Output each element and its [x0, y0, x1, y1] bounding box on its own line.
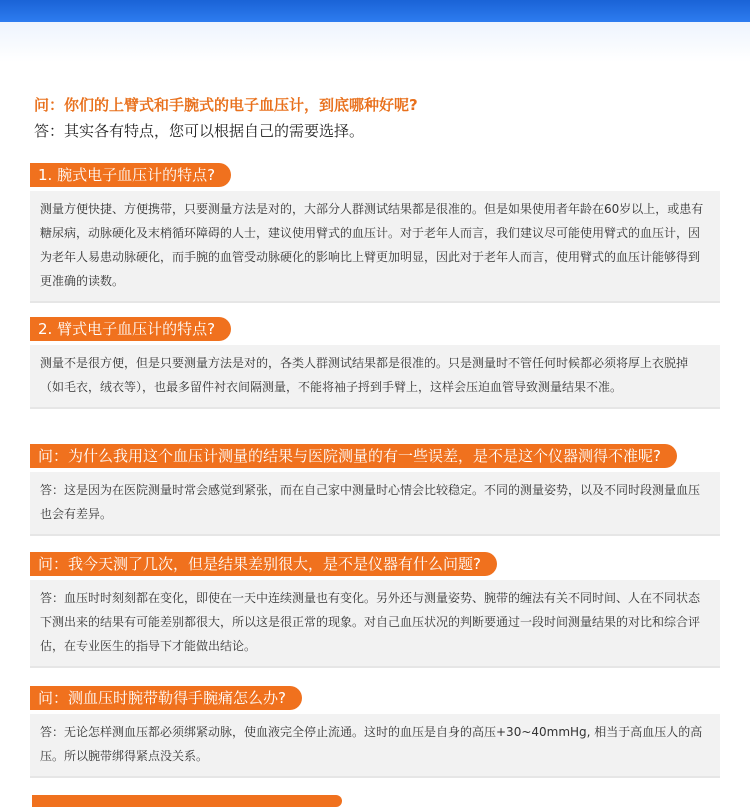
faq-section-accuracy	[30, 444, 720, 536]
section-title-pill: 1. 腕式电子血压计的特点?	[30, 163, 231, 187]
section-body: 测量方便快捷、方便携带，只要测量方法是对的，大部分人群测试结果都是很准的。但是如果使用者年龄在60岁以上，或患有糖尿病，动脉硬化及末梢循环障碍的人士，建议使用臂式的血压计。对于老年人而言，我们建议尽可能使用臂式的血压计，因为老年人易患动脉硬化，而手腕的血管受动脉硬化的影响比上臂更加明显，因此对于老年人而言，使用臂式的血压计能够得到更准确的读数。	[40, 202, 704, 288]
top-header-band	[0, 0, 750, 22]
next-section-pill-cutoff	[32, 795, 342, 807]
section-title-pill: 2. 臂式电子血压计的特点?	[30, 317, 231, 341]
faq-section-cuff-pain	[30, 686, 720, 778]
section-body: 答：这是因为在医院测量时常会感觉到紧张，而在自己家中测量时心情会比较稳定。不同的测量姿势，以及不同时段测量血压也会有差异。	[40, 483, 701, 521]
section-card	[30, 472, 720, 536]
section-body: 测量不是很方便，但是只要测量方法是对的，各类人群测试结果都是很准的。只是测量时不管任何时候都必须将厚上衣脱掉（如毛衣，绒衣等），也最多留件衬衣间隔测量，不能将袖子捋到手臂上，这样会压迫血管导致测量结果不准。	[40, 356, 689, 394]
section-title-pill: 问：为什么我用这个血压计测量的结果与医院测量的有一些误差，是不是这个仪器测得不准呢?	[30, 444, 677, 468]
faq-section-variation	[30, 552, 720, 668]
section-card	[30, 345, 720, 409]
section-card	[30, 580, 720, 668]
section-card	[30, 714, 720, 778]
section-card	[30, 191, 720, 303]
faq-section-arm	[30, 317, 720, 409]
section-body: 答：无论怎样测血压都必须绑紧动脉，使血液完全停止流通。这时的血压是自身的高压+30~40mmHg, 相当于高血压人的高压。所以腕带绑得紧点没关系。	[40, 725, 703, 763]
section-title-pill: 问：我今天测了几次，但是结果差别很大，是不是仪器有什么问题?	[30, 552, 497, 576]
header-fade	[0, 22, 750, 62]
intro-answer: 答：其实各有特点，您可以根据自己的需要选择。	[34, 122, 365, 140]
section-body: 答：血压时时刻刻都在变化，即使在一天中连续测量也有变化。另外还与测量姿势、腕带的缠法有关不同时间、人在不同状态下测出来的结果有可能差别都很大，所以这是很正常的现象。对自己血压状况的判断要通过一段时间测量结果的对比和综合评估，在专业医生的指导下才能做出结论。	[40, 591, 701, 653]
faq-section-wrist	[30, 163, 720, 303]
section-title-pill: 问：测血压时腕带勒得手腕痛怎么办?	[30, 686, 302, 710]
intro-question: 问：你们的上臂式和手腕式的电子血压计，到底哪种好呢?	[34, 96, 418, 114]
